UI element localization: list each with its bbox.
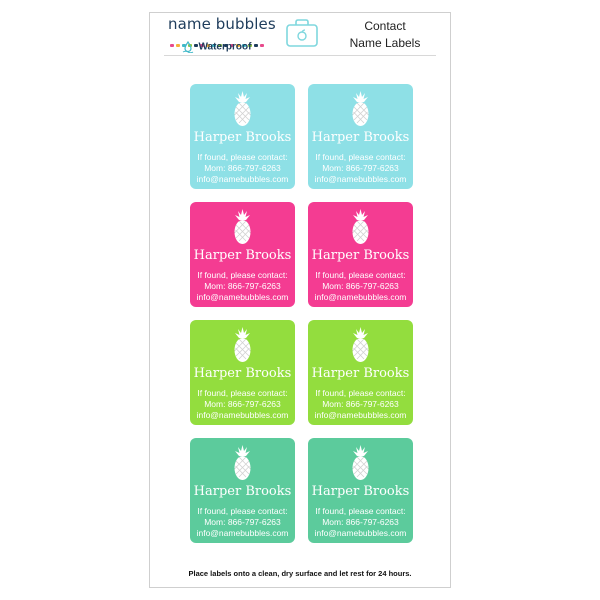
pineapple-icon (350, 445, 371, 481)
name-label (308, 202, 413, 307)
pineapple-icon (232, 445, 253, 481)
brand-name: name bubbles (168, 15, 276, 33)
label-name: Harper Brooks (311, 248, 410, 263)
label-sheet (149, 12, 451, 588)
name-label (308, 84, 413, 189)
label-email: info@namebubbles.com (314, 528, 407, 538)
title-line-1: Contact (364, 19, 406, 33)
lunchbox-icon (284, 18, 320, 48)
label-email: info@namebubbles.com (314, 292, 407, 302)
instructions-text: Place labels onto a clean, dry surface and let rest for 24 hours. (188, 569, 412, 578)
name-label (308, 438, 413, 543)
brand-logo (168, 15, 276, 53)
brand-dot (176, 44, 180, 47)
label-name: Harper Brooks (311, 366, 410, 381)
label-email: info@namebubbles.com (196, 528, 289, 538)
label-contact-heading: If found, please contact: (197, 388, 288, 398)
brand-dot (170, 44, 174, 47)
name-label (190, 320, 295, 425)
pineapple-icon (350, 327, 371, 363)
label-name: Harper Brooks (311, 484, 410, 499)
label-phone: Mom: 866-797-6263 (322, 281, 399, 291)
label-name: Harper Brooks (193, 248, 292, 263)
water-drop-icon (182, 41, 194, 53)
brand-dot (260, 44, 264, 47)
pineapple-icon (350, 91, 371, 127)
label-phone: Mom: 866-797-6263 (204, 163, 281, 173)
pineapple-icon (232, 327, 253, 363)
name-label (190, 202, 295, 307)
brand-dot (254, 44, 258, 47)
label-contact-heading: If found, please contact: (315, 152, 406, 162)
label-contact-heading: If found, please contact: (197, 270, 288, 280)
label-email: info@namebubbles.com (196, 410, 289, 420)
label-email: info@namebubbles.com (314, 174, 407, 184)
label-email: info@namebubbles.com (196, 292, 289, 302)
label-phone: Mom: 866-797-6263 (204, 517, 281, 527)
title-line-2: Name Labels (349, 36, 421, 50)
label-phone: Mom: 866-797-6263 (322, 399, 399, 409)
label-email: info@namebubbles.com (196, 174, 289, 184)
name-label (308, 320, 413, 425)
pineapple-icon (350, 209, 371, 245)
name-label (190, 438, 295, 543)
page-title (335, 18, 435, 52)
label-email: info@namebubbles.com (314, 410, 407, 420)
label-contact-heading: If found, please contact: (315, 388, 406, 398)
label-contact-heading: If found, please contact: (315, 270, 406, 280)
label-phone: Mom: 866-797-6263 (204, 399, 281, 409)
waterproof-badge (182, 38, 251, 56)
label-name: Harper Brooks (311, 130, 410, 145)
label-contact-heading: If found, please contact: (197, 506, 288, 516)
label-name: Harper Brooks (193, 366, 292, 381)
pineapple-icon (232, 209, 253, 245)
name-label (190, 84, 295, 189)
brand-dots (170, 34, 266, 37)
label-phone: Mom: 866-797-6263 (322, 517, 399, 527)
label-phone: Mom: 866-797-6263 (322, 163, 399, 173)
label-contact-heading: If found, please contact: (315, 506, 406, 516)
label-name: Harper Brooks (193, 130, 292, 145)
label-contact-heading: If found, please contact: (197, 152, 288, 162)
label-name: Harper Brooks (193, 484, 292, 499)
label-phone: Mom: 866-797-6263 (204, 281, 281, 291)
waterproof-label: Waterproof (198, 41, 252, 53)
pineapple-icon (232, 91, 253, 127)
header-divider (164, 55, 436, 56)
